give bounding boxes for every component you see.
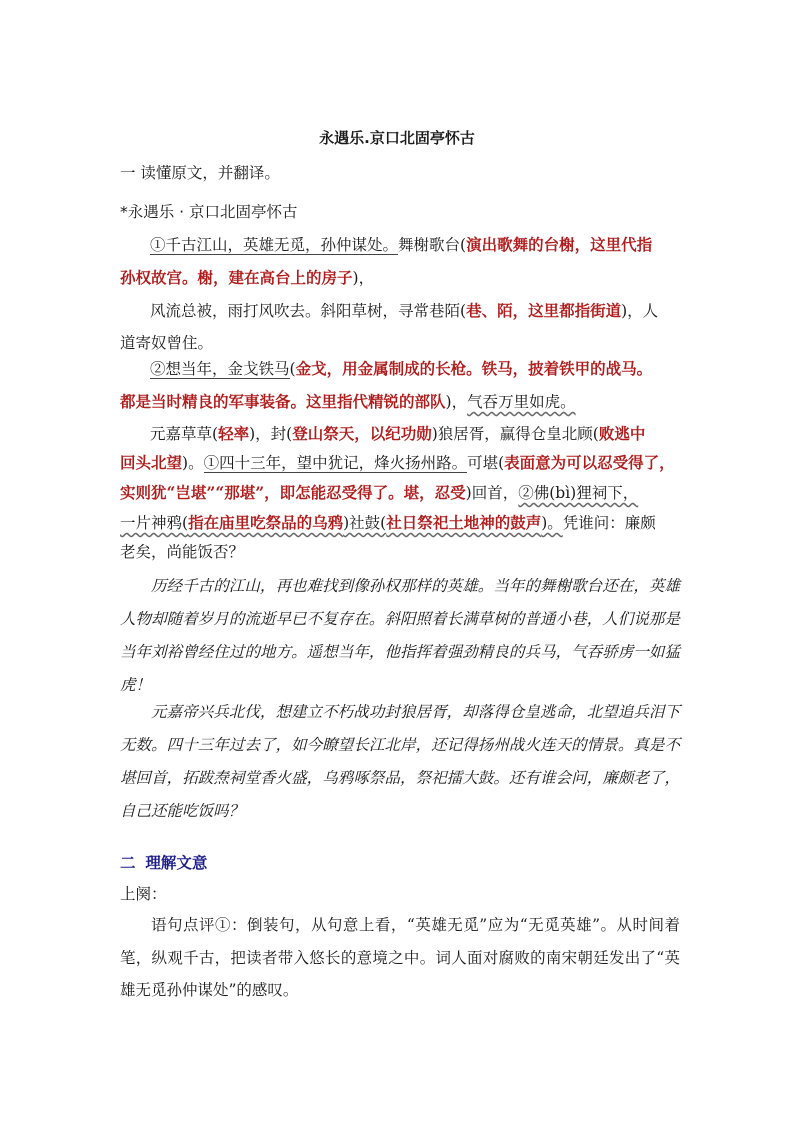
annotation: 演出歌舞的台榭，这里代指 (466, 235, 653, 254)
annotation: 都是当时精良的军事装备。这里指代精锐的部队 (120, 392, 446, 411)
wavy-underlined-phrase: 气吞万里如虎。 (467, 393, 576, 411)
annotation: 登山祭天，以纪功勋 (292, 424, 432, 443)
annotation: 孙权故宫。榭，建在高台上的房子 (120, 268, 353, 287)
poem-line-6: 都是当时精良的军事装备。这里指代精锐的部队)，气吞万里如虎。 (120, 392, 576, 411)
poem-line-9: 实则犹“岂堪”“那堪”，即怎能忍受得了。堪，忍受)回首，②佛(bì)狸祠下， (120, 483, 639, 502)
section-2-heading: 二 理解文意 (120, 854, 208, 872)
translation-paragraph-1: 历经千古的江山，再也难找到像孙权那样的英雄。当年的舞榭歌台还在，英雄人物却随着岁月的流逝早已不复存在。斜阳照着长满草树的普通小巷，人们说那是当年刘裕曾经住过的地方。遥想当年，他指挥着强劲精良的兵马，气吞骄虏一如猛虎！ (120, 577, 680, 694)
annotation: 败逃中 (598, 424, 646, 443)
annotation: 社日祭祀土地神的鼓声 (386, 513, 542, 532)
poem-line-4: 道寄奴曾住。 (120, 334, 214, 352)
wavy-underlined-phrase: ②佛(bì)狸祠下， (518, 484, 639, 502)
poem-line-10: 一片神鸦(指在庙里吃祭品的乌鸦)社鼓(社日祭祀土地神的鼓声)。凭谁问：廉颇 (120, 513, 656, 532)
poem-line-1: ①千古江山，英雄无觅，孙仲谋处。舞榭歌台(演出歌舞的台榭，这里代指 (150, 235, 653, 254)
annotation: 指在庙里吃祭品的乌鸦 (188, 513, 344, 532)
poem-heading: *永遇乐 · 京口北固亭怀古 (120, 203, 298, 221)
annotation: 巷、陌，这里都指街道 (466, 301, 622, 320)
upper-stanza-label: 上阕： (120, 885, 167, 903)
underlined-phrase: ①四十三年，望中犹记，烽火扬州路。 (203, 454, 468, 472)
annotation: 回头北望 (120, 453, 183, 472)
poem-line-8: 回头北望)。①四十三年，望中犹记，烽火扬州路。可堪(表面意为可以忍受得了， (120, 453, 675, 472)
poem-line-2: 孙权故宫。榭，建在高台上的房子)， (120, 268, 375, 287)
poem-line-3: 风流总被，雨打风吹去。斜阳草树，寻常巷陌(巷、陌，这里都指街道)，人 (150, 301, 659, 320)
annotation: 表面意为可以忍受得了， (504, 453, 675, 472)
section-1-heading: 一 读懂原文，并翻译。 (120, 164, 280, 182)
annotation: 金戈，用金属制成的长枪。铁马，披着铁甲的战马。 (295, 359, 653, 378)
comment-paragraph: 语句点评①：倒装句，从句意上看，“英雄无觅”应为“无觅英雄”。从时间着笔，纵观千古，把读者带入悠长的意境之中。词人面对腐败的南宋朝廷发出了“英雄无觅孙仲谋处”的感叹。 (120, 916, 680, 999)
underlined-phrase: ①千古江山，英雄无觅，孙仲谋处。 (150, 236, 399, 254)
annotation: 轻率 (218, 424, 250, 443)
poem-line-5: ②想当年，金戈铁马(金戈，用金属制成的长枪。铁马，披着铁甲的战马。 (150, 359, 653, 378)
annotation: 实则犹“岂堪”“那堪”，即怎能忍受得了。堪，忍受 (120, 483, 466, 502)
document-title: 永遇乐.京口北固亭怀古 (319, 129, 475, 147)
poem-line-7: 元嘉草草(轻率)，封(登山祭天，以纪功勋)狼居胥，赢得仓皇北顾(败逃中 (150, 424, 646, 443)
underlined-phrase: ②想当年，金戈铁马 (150, 360, 290, 378)
poem-line-11: 老矣，尚能饭否？ (120, 543, 245, 561)
translation-paragraph-2: 元嘉帝兴兵北伐，想建立不朽战功封狼居胥，却落得仓皇逃命，北望追兵泪下无数。四十三年过去了，如今瞭望长江北岸，还记得扬州战火连天的情景。真是不堪回首，拓跋焘祠堂香火盛，乌鸦啄祭品，祭祀擂大鼓。还有谁会问，廉颇老了，自己还能吃饭吗？ (120, 703, 680, 820)
